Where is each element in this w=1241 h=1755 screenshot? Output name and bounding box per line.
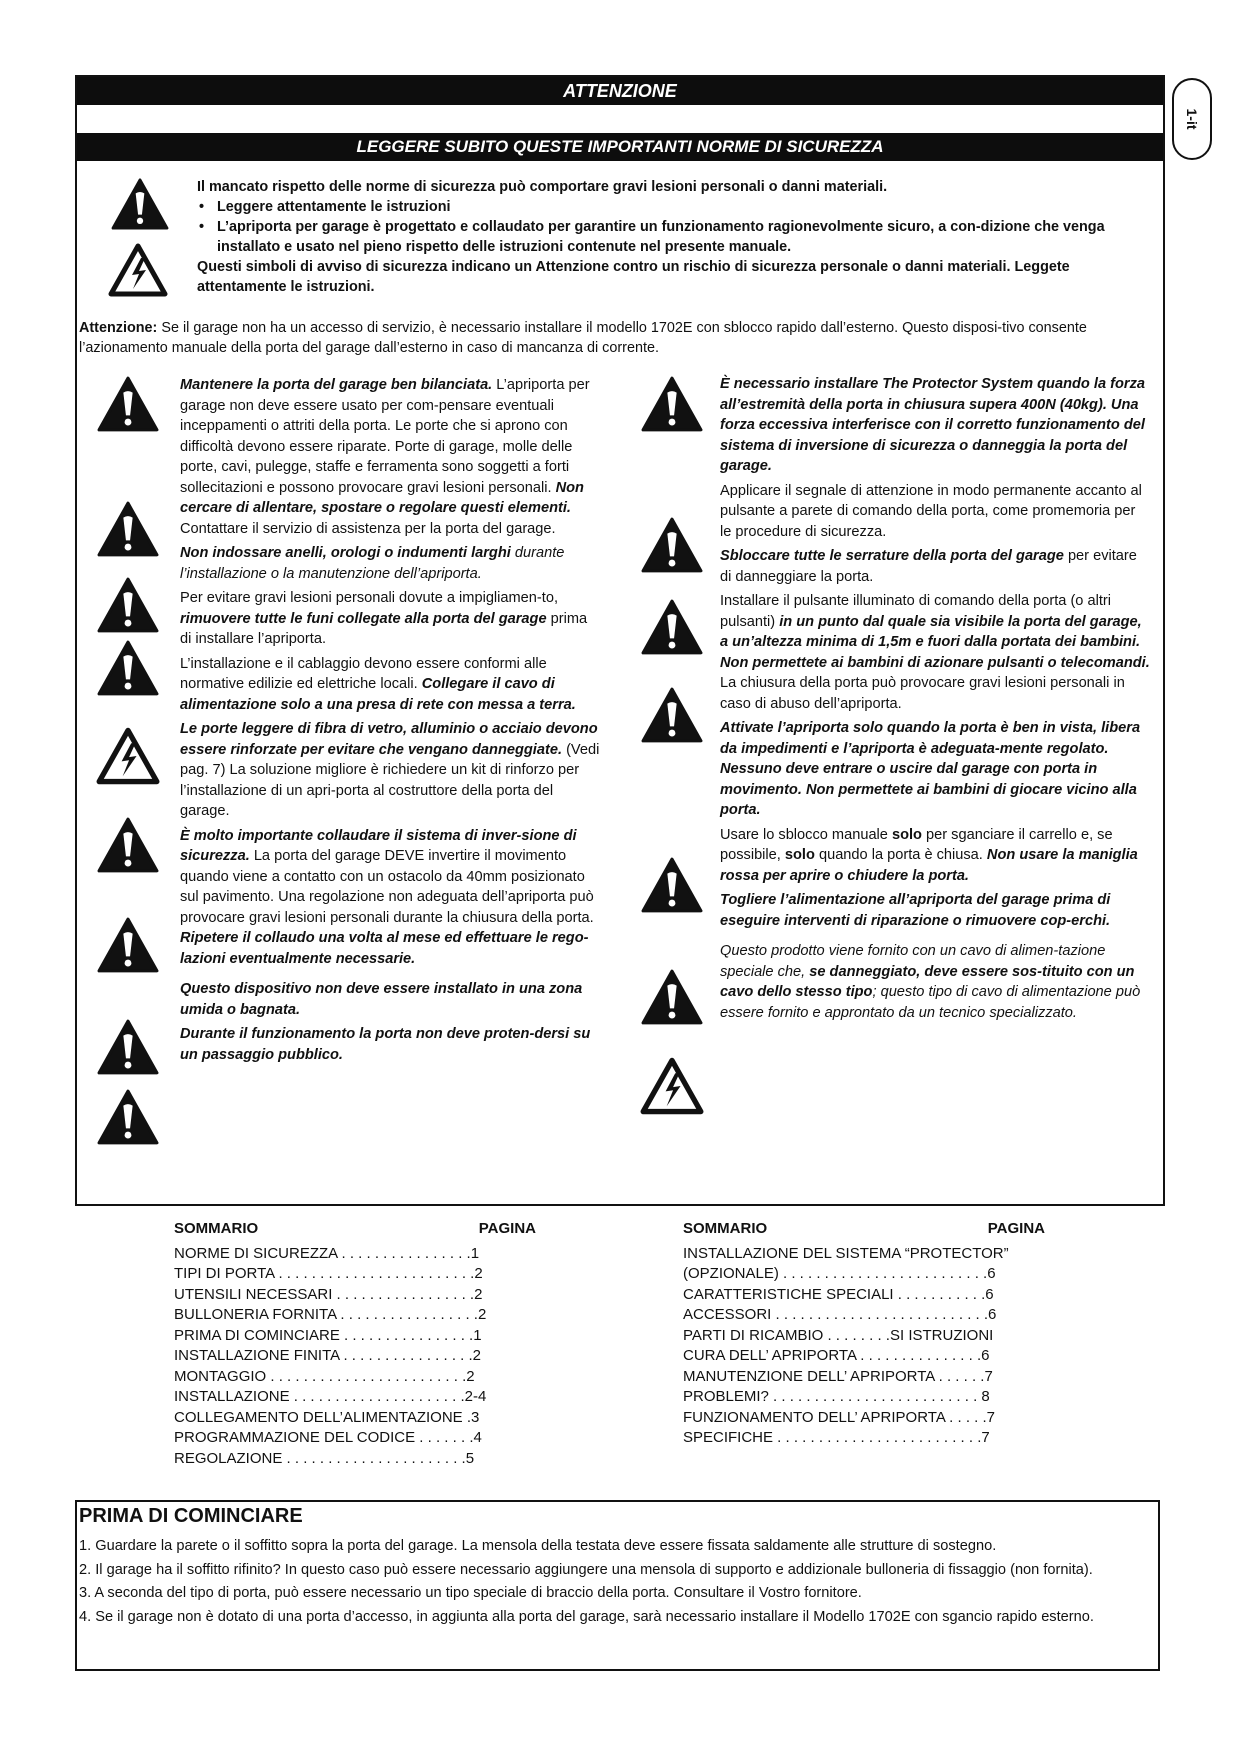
warning-icon (97, 1019, 159, 1075)
toc-row: BULLONERIA FORNITA . . . . . . . . . . . . . . . . .2 (174, 1306, 487, 1323)
safety-subheader: LEGGERE SUBITO QUESTE IMPORTANTI NORME DI SICUREZZA (77, 133, 1163, 161)
list-item: 1. Guardare la parete o il soffitto sopra la porta del garage. La mensola della testata deve essere fissata saldamente alle strutture di sostegno. (79, 1538, 997, 1554)
page-number: 1-it (1184, 108, 1200, 130)
toc-row: REGOLAZIONE . . . . . . . . . . . . . . . . . . . . . .5 (174, 1449, 475, 1467)
safety-paragraph: Attivate l’apriporta solo quando la porta è ben in vista, libera da impedimenti e l’apriporta è adeguata-mente regolato. Nessuno deve entrare o uscire dal garage con porta in movimento. Non permettete ai bambini di giocare vicino alla porta. (720, 720, 1141, 818)
toc-row: SPECIFICHE . . . . . . . . . . . . . . . . . . . . . . . . .7 (683, 1429, 990, 1446)
toc-row: INSTALLAZIONE DEL SISTEMA “PROTECTOR” (683, 1244, 1009, 1262)
toc-row: MANUTENZIONE DELL’ APRIPORTA . . . . . .7 (683, 1367, 993, 1385)
toc-row: PROBLEMI? . . . . . . . . . . . . . . . . . . . . . . . . . 8 (683, 1388, 990, 1405)
toc-header-sommario: SOMMARIO (174, 1220, 259, 1237)
safety-paragraph: Durante il funzionamento la porta non deve proten-dersi su un passaggio pubblico. (180, 1026, 591, 1063)
warning-icon (97, 577, 159, 633)
toc-row: TIPI DI PORTA . . . . . . . . . . . . . . . . . . . . . . . .2 (174, 1265, 483, 1282)
service-access-note (79, 318, 1157, 358)
high-voltage-icon (108, 242, 168, 298)
toc-row: (OPZIONALE) . . . . . . . . . . . . . . . . . . . . . . . . .6 (683, 1265, 996, 1282)
warning-icon (641, 599, 703, 655)
safety-paragraph: È necessario installare The Protector System quando la forza all’estremità della porta in chiusura supera 400N (40kg). Una forza eccessiva interferisce con il corretto funzionamento del sistema di inversione di sicurezza o danneggia la porta del garage. (720, 376, 1145, 474)
list-item: 3. A seconda del tipo di porta, può essere necessario un tipo speciale di braccio della porta. Consultare il Vostro fornitore. (79, 1585, 862, 1601)
warning-icon (97, 501, 159, 557)
attention-header: ATTENZIONE (77, 77, 1163, 105)
warning-icon (97, 1089, 159, 1145)
intro-bullet: • L’apriporta per garage è progettato e collaudato per garantire un funzionamento ragionevolmente sicuro, a con-dizione che venga installato e usato nel pieno rispetto delle istruzioni contenute nel presente manuale. (197, 217, 1157, 257)
safety-column-left (180, 375, 600, 1069)
safety-paragraph: È molto importante collaudare il sistema di inver-sione di sicurezza. La porta del garage DEVE invertire il movimento quando viene a contatto con un ostacolo da 40mm posizionato sul pavimento. Una regolazione non adeguata dell’apriporta può provocare gravi lesioni personali durante la chiusura della porta. Ripetere il collaudo una volta al mese ed effettuare le rego-lazioni eventualmente necessarie. (180, 827, 594, 967)
safety-column-right (720, 374, 1150, 1027)
toc-header (174, 1219, 536, 1240)
toc-row: MONTAGGIO . . . . . . . . . . . . . . . . . . . . . . . .2 (174, 1367, 475, 1385)
toc-row: CARATTERISTICHE SPECIALI . . . . . . . . . . .6 (683, 1285, 994, 1303)
warning-icon (97, 817, 159, 873)
page-number-tab (1172, 78, 1212, 160)
warning-icon (97, 917, 159, 973)
high-voltage-icon (640, 1057, 704, 1115)
warning-icon (641, 687, 703, 743)
note-text: Se il garage non ha un accesso di servizio, è necessario installare il modello 1702E con sblocco rapido dall’esterno. Questo disposi-tivo consente l’azionamento manuale della porta del garage dall’esterno in caso di mancanza di corrente. (79, 320, 1087, 356)
list-item: 2. Il garage ha il soffitto rifinito? In questo caso può essere necessario aggiungere una mensola di supporto e addizionale bulloneria di fissaggio (non fornita). (79, 1561, 1093, 1578)
toc-row: PRIMA DI COMINCIARE . . . . . . . . . . . . . . . .1 (174, 1326, 482, 1344)
safety-paragraph: Sbloccare tutte le serrature della porta del garage per evitare di danneggiare la porta. (720, 548, 1137, 585)
warning-icon (111, 178, 169, 230)
warning-icon (641, 517, 703, 573)
toc-row: NORME DI SICUREZZA . . . . . . . . . . . . . . . .1 (174, 1244, 480, 1262)
warning-icon (641, 376, 703, 432)
toc-row: ACCESSORI . . . . . . . . . . . . . . . . . . . . . . . . . .6 (683, 1306, 997, 1323)
safety-paragraph: Questo prodotto viene fornito con un cavo di alimen-tazione speciale che, se danneggiato, deve essere sos-tituito con un cavo dello stesso tipo; questo tipo di cavo di alimentazione può essere fornito e approntato da un tecnico specializzato. (720, 943, 1141, 1021)
toc-header-pagina: PAGINA (478, 1220, 536, 1237)
safety-paragraph: Non indossare anelli, orologi o indumenti larghi durante l’installazione o la manutenzione dell’apriporta. (180, 545, 565, 582)
safety-paragraph: L’installazione e il cablaggio devono essere conformi alle normative edilizie ed elettriche locali. Collegare il cavo di alimentazione solo a una presa di rete con messa a terra. (180, 655, 576, 713)
toc-row: CURA DELL’ APRIPORTA . . . . . . . . . . . . . . .6 (683, 1347, 990, 1364)
high-voltage-icon (96, 727, 160, 785)
safety-paragraph: Installare il pulsante illuminato di comando della porta (o altri pulsanti) in un punto dal quale sia visibile la porta del garage, a un’altezza minima di 1,5m e fuori dalla portata dei bambini. Non permettete ai bambini di azionare pulsanti o telecomandi. La chiusura della porta può provocare gravi lesioni personali in caso di abuso dell’apriporta. (720, 593, 1150, 712)
toc-row: INSTALLAZIONE FINITA . . . . . . . . . . . . . . . .2 (174, 1347, 482, 1364)
toc-row: INSTALLAZIONE . . . . . . . . . . . . . . . . . . . . .2-4 (174, 1388, 487, 1405)
toc-row: PROGRAMMAZIONE DEL CODICE . . . . . . .4 (174, 1429, 482, 1446)
section-title: PRIMA DI COMINCIARE (79, 1505, 303, 1527)
toc-header-pagina: PAGINA (987, 1220, 1045, 1237)
toc-row: FUNZIONAMENTO DELL’ APRIPORTA . . . . .7 (683, 1408, 996, 1426)
warning-icon (641, 969, 703, 1025)
safety-paragraph: Usare lo sblocco manuale solo per sganciare il carrello e, se possibile, solo quando la porta è chiusa. Non usare la maniglia rossa per aprire o chiudere la porta. (720, 826, 1138, 884)
intro-bullet: • Leggere attentamente le istruzioni (197, 197, 1157, 217)
toc-row: PARTI DI RICAMBIO . . . . . . . .SI ISTRUZIONI (683, 1326, 994, 1344)
safety-paragraph: Le porte leggere di fibra di vetro, alluminio o acciaio devono essere rinforzate per evitare che vengano danneggiate. (Vedi pag. 7) La soluzione migliore è richiedere un kit di rinforzo per l’installazione di un apri-porta al costruttore della porta del garage. (180, 721, 600, 819)
safety-paragraph: Togliere l’alimentazione all’apriporta del garage prima di eseguire interventi di riparazione o rimuovere cop-erchi. (720, 892, 1111, 929)
toc-header-sommario: SOMMARIO (683, 1220, 768, 1237)
toc-row: UTENSILI NECESSARI . . . . . . . . . . . . . . . . .2 (174, 1285, 483, 1303)
note-label: Attenzione: (79, 320, 158, 336)
intro-line: Il mancato rispetto delle norme di sicurezza può comportare gravi lesioni personali o danni materiali. (197, 179, 888, 195)
table-of-contents-left (174, 1219, 536, 1469)
warning-icon (641, 857, 703, 913)
safety-paragraph: Applicare il segnale di attenzione in modo permanente accanto al pulsante a parete di comando della porta, come promemoria per le procedure di sicurezza. (720, 482, 1142, 540)
intro-bullets (197, 197, 1157, 257)
safety-paragraph: Mantenere la porta del garage ben bilanciata. L’apriporta per garage non deve essere usato per com-pensare eventuali inceppamenti o attriti della porta. Le porte che si aprono con difficoltà devono essere riparate. Porte di garage, molle delle porte, cavi, pulegge, staffe e ferramenta sono soggetti a forti sollecitazioni e possono provocare gravi lesioni personali. Non cercare di allentare, spostare o regolare questi elementi. Contattare il servizio di assistenza per la porta del garage. (180, 377, 590, 537)
before-starting-box (75, 1500, 1160, 1671)
before-starting-list (79, 1536, 1155, 1630)
safety-paragraph: Questo dispositivo non deve essere installato in una zona umida o bagnata. (180, 981, 583, 1018)
toc-row: COLLEGAMENTO DELL’ALIMENTAZIONE .3 (174, 1408, 480, 1426)
list-item: 4. Se il garage non è dotato di una porta d’accesso, in aggiunta alla porta del garage, sarà necessario installare il Modello 1702E con sgancio rapido esterno. (79, 1608, 1094, 1625)
safety-intro (197, 177, 1157, 297)
intro-line: Questi simboli di avviso di sicurezza indicano un Attenzione contro un rischio di sicurezza personale o danni materiali. Leggete attentamente le istruzioni. (197, 259, 1070, 295)
warning-icon (97, 376, 159, 432)
safety-warning-frame (75, 75, 1165, 1206)
toc-header (683, 1219, 1045, 1240)
table-of-contents-right (683, 1219, 1045, 1449)
warning-icon (97, 640, 159, 696)
safety-paragraph: Per evitare gravi lesioni personali dovute a impigliamen-to, rimuovere tutte le funi collegate alla porta del garage prima di installare l’apriporta. (180, 590, 588, 647)
